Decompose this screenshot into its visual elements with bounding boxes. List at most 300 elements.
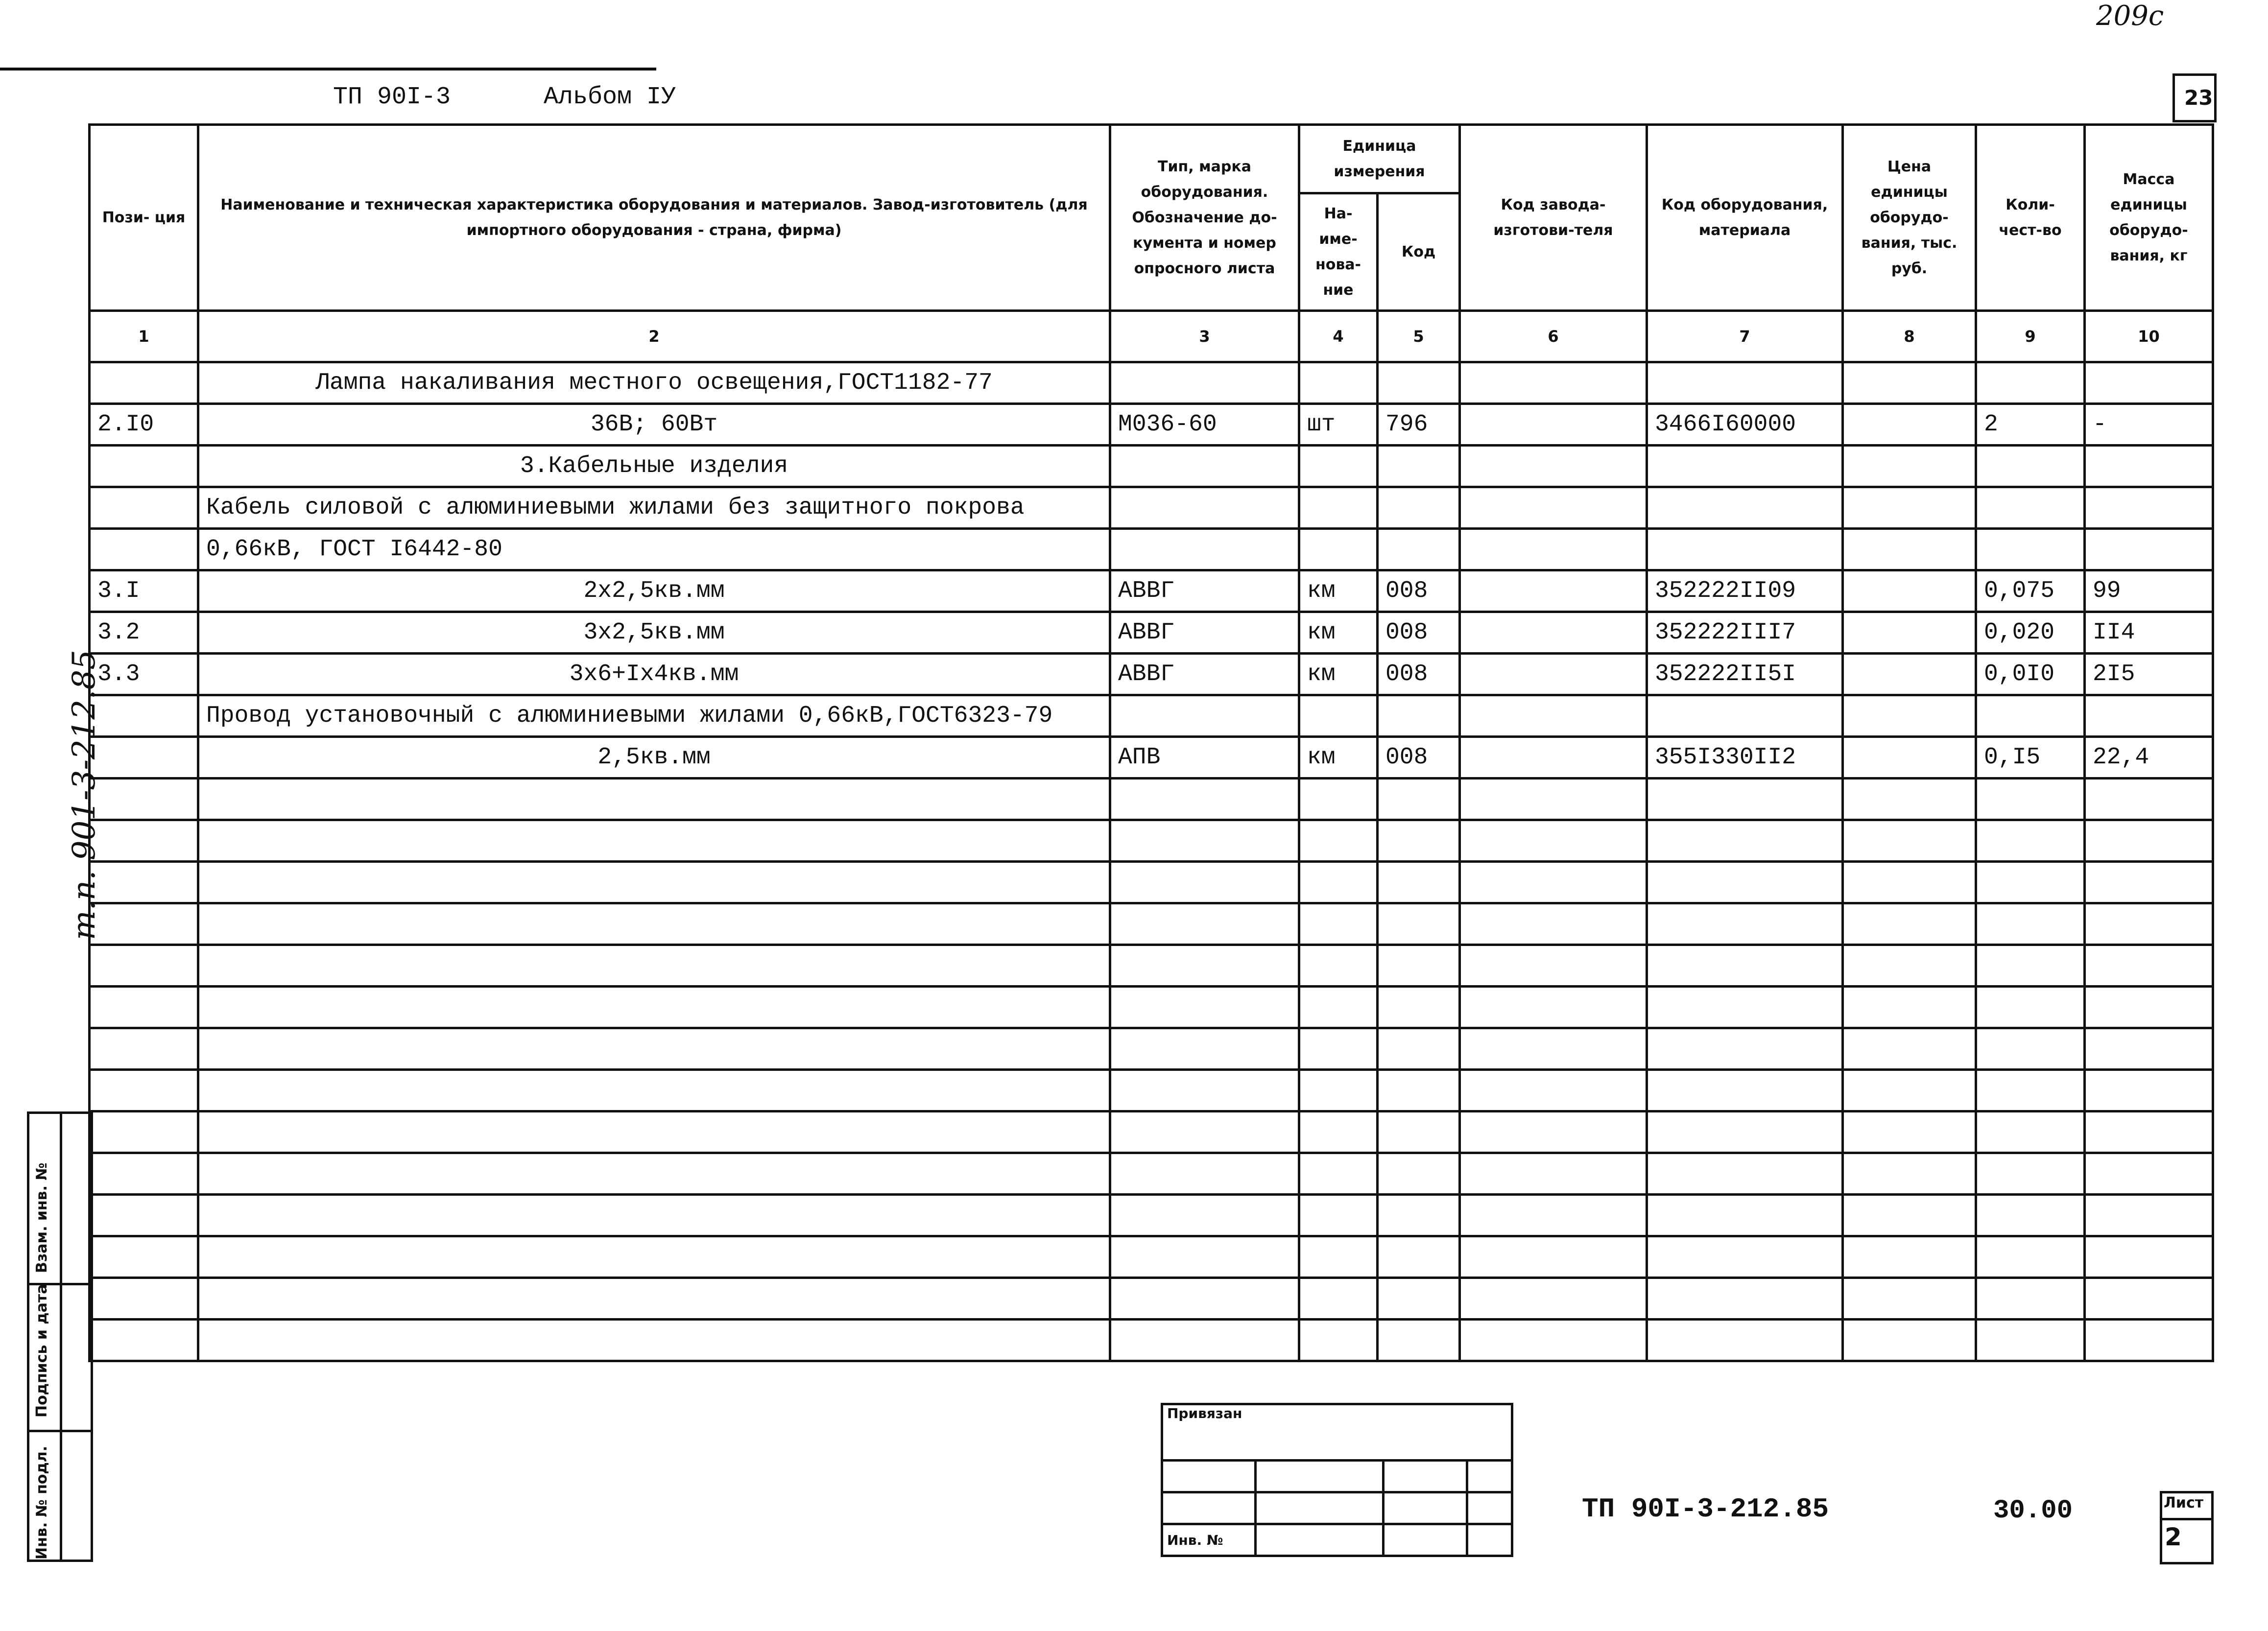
empty-cell <box>198 987 1110 1028</box>
row-name: Лампа накаливания местного освещения,ГОСТ1182-77 <box>198 362 1110 404</box>
empty-cell <box>1843 1236 1976 1278</box>
row-plant-code <box>1460 612 1647 654</box>
row-unit <box>1299 529 1378 570</box>
empty-cell <box>1110 1320 1299 1361</box>
row-position <box>90 529 198 570</box>
col-head-qty: Коли-чест-во <box>1976 125 2085 311</box>
empty-cell <box>2085 945 2213 987</box>
empty-cell <box>1976 1195 2085 1236</box>
row-position: 3.2 <box>90 612 198 654</box>
row-plant-code <box>1460 487 1647 529</box>
empty-cell <box>1460 779 1647 820</box>
row-quantity <box>1976 446 2085 487</box>
empty-cell <box>2085 1111 2213 1153</box>
row-position <box>90 695 198 737</box>
empty-cell <box>1378 820 1460 862</box>
empty-cell <box>1299 1111 1378 1153</box>
empty-cell <box>1299 1320 1378 1361</box>
empty-cell <box>1378 1320 1460 1361</box>
row-quantity: 2 <box>1976 404 2085 446</box>
col-head-plant: Код завода-изготови-теля <box>1460 125 1647 311</box>
empty-cell <box>1976 945 2085 987</box>
empty-cell <box>1647 987 1843 1028</box>
empty-cell <box>90 1236 198 1278</box>
row-plant-code <box>1460 737 1647 779</box>
row-type <box>1110 529 1299 570</box>
table-row <box>90 737 2213 779</box>
empty-cell <box>1110 1111 1299 1153</box>
empty-cell <box>1110 945 1299 987</box>
empty-cell <box>90 1320 198 1361</box>
row-quantity: 0,I5 <box>1976 737 2085 779</box>
row-name: 3х6+Iх4кв.мм <box>198 654 1110 695</box>
row-mass: 99 <box>2085 570 2213 612</box>
empty-cell <box>2085 862 2213 903</box>
row-material-code <box>1647 487 1843 529</box>
empty-cell <box>1976 1111 2085 1153</box>
row-mass: 22,4 <box>2085 737 2213 779</box>
empty-cell <box>90 1195 198 1236</box>
row-unit-code <box>1378 487 1460 529</box>
empty-cell <box>1110 779 1299 820</box>
row-position: 3.I <box>90 570 198 612</box>
empty-cell <box>1378 862 1460 903</box>
empty-cell <box>2085 820 2213 862</box>
row-mass <box>2085 529 2213 570</box>
table-row-empty <box>90 1236 2213 1278</box>
row-price <box>1843 362 1976 404</box>
row-unit-code: 008 <box>1378 654 1460 695</box>
table-row <box>90 654 2213 695</box>
table-row-empty <box>90 987 2213 1028</box>
table-row-empty <box>90 1111 2213 1153</box>
table-row <box>90 695 2213 737</box>
side-label-vzam: Взам. инв. № <box>33 1162 50 1273</box>
row-position <box>90 737 198 779</box>
empty-cell <box>1647 862 1843 903</box>
col-num: 3 <box>1110 311 1299 362</box>
row-mass <box>2085 487 2213 529</box>
empty-cell <box>1378 1153 1460 1195</box>
row-mass: 2I5 <box>2085 654 2213 695</box>
row-type <box>1110 487 1299 529</box>
table-row-empty <box>90 779 2213 820</box>
empty-cell <box>198 1111 1110 1153</box>
row-position <box>90 362 198 404</box>
stamp-inv-no: Инв. № <box>1162 1524 1256 1556</box>
empty-cell <box>90 1153 198 1195</box>
row-unit: км <box>1299 612 1378 654</box>
row-plant-code <box>1460 404 1647 446</box>
empty-cell <box>2085 903 2213 945</box>
row-type: АВВГ <box>1110 612 1299 654</box>
empty-cell <box>198 1195 1110 1236</box>
row-plant-code <box>1460 529 1647 570</box>
table-row-empty <box>90 1028 2213 1070</box>
empty-cell <box>1843 945 1976 987</box>
empty-cell <box>1460 1153 1647 1195</box>
table-row <box>90 362 2213 404</box>
col-num: 5 <box>1378 311 1460 362</box>
row-unit-code: 008 <box>1378 570 1460 612</box>
empty-cell <box>1460 1195 1647 1236</box>
empty-cell <box>1843 987 1976 1028</box>
empty-cell <box>1299 1153 1378 1195</box>
empty-cell <box>2085 779 2213 820</box>
stamp-list-divider <box>2160 1518 2214 1520</box>
empty-cell <box>90 987 198 1028</box>
empty-cell <box>1843 1195 1976 1236</box>
row-type <box>1110 695 1299 737</box>
empty-cell <box>1976 820 2085 862</box>
empty-cell <box>198 1070 1110 1111</box>
row-plant-code <box>1460 446 1647 487</box>
empty-cell <box>198 1320 1110 1361</box>
empty-cell <box>1843 820 1976 862</box>
empty-cell <box>198 903 1110 945</box>
empty-cell <box>1110 987 1299 1028</box>
col-num: 7 <box>1647 311 1843 362</box>
table-row-empty <box>90 1070 2213 1111</box>
empty-cell <box>198 1028 1110 1070</box>
empty-cell <box>1647 1111 1843 1153</box>
empty-cell <box>1976 1028 2085 1070</box>
empty-cell <box>198 779 1110 820</box>
row-quantity <box>1976 695 2085 737</box>
row-price <box>1843 570 1976 612</box>
side-strip-divider <box>60 1111 62 1562</box>
header-doc: ТП 90I-3 <box>333 83 451 111</box>
empty-cell <box>1378 903 1460 945</box>
row-name: 2,5кв.мм <box>198 737 1110 779</box>
empty-cell <box>1110 820 1299 862</box>
row-plant-code <box>1460 654 1647 695</box>
empty-cell <box>1647 1278 1843 1320</box>
col-head-unit-name: На-име-нова-ние <box>1299 193 1378 311</box>
empty-cell <box>1843 903 1976 945</box>
spec-table <box>88 123 2214 1362</box>
empty-cell <box>1378 1195 1460 1236</box>
col-num: 2 <box>198 311 1110 362</box>
row-mass: II4 <box>2085 612 2213 654</box>
empty-cell <box>198 945 1110 987</box>
row-name: 3х2,5кв.мм <box>198 612 1110 654</box>
row-price <box>1843 446 1976 487</box>
row-material-code: 3466I60000 <box>1647 404 1843 446</box>
empty-cell <box>1110 1278 1299 1320</box>
row-position: 2.I0 <box>90 404 198 446</box>
empty-cell <box>1460 903 1647 945</box>
empty-cell <box>90 945 198 987</box>
empty-cell <box>1110 862 1299 903</box>
col-num: 8 <box>1843 311 1976 362</box>
row-unit: км <box>1299 654 1378 695</box>
empty-cell <box>1976 862 2085 903</box>
row-type <box>1110 446 1299 487</box>
row-unit <box>1299 362 1378 404</box>
empty-cell <box>1460 1236 1647 1278</box>
row-material-code <box>1647 695 1843 737</box>
table-row-empty <box>90 1278 2213 1320</box>
empty-cell <box>1110 1236 1299 1278</box>
row-name: 36В; 60Вт <box>198 404 1110 446</box>
table-row-empty <box>90 1153 2213 1195</box>
empty-cell <box>1299 820 1378 862</box>
row-quantity: 0,0I0 <box>1976 654 2085 695</box>
stamp-list-number: 2 <box>2165 1523 2182 1551</box>
empty-cell <box>2085 1070 2213 1111</box>
empty-cell <box>198 862 1110 903</box>
empty-cell <box>1976 779 2085 820</box>
stamp-doc-code: ТП 90I-3-212.85 <box>1582 1493 1829 1525</box>
empty-cell <box>1647 945 1843 987</box>
empty-cell <box>1299 1236 1378 1278</box>
row-quantity <box>1976 529 2085 570</box>
row-price <box>1843 654 1976 695</box>
row-unit-code: 008 <box>1378 737 1460 779</box>
stamp-table <box>1161 1403 1513 1557</box>
empty-cell <box>2085 1195 2213 1236</box>
empty-cell <box>1378 1111 1460 1153</box>
row-mass <box>2085 446 2213 487</box>
row-material-code <box>1647 529 1843 570</box>
stamp-privyazan: Привязан <box>1162 1404 1512 1461</box>
col-num: 10 <box>2085 311 2213 362</box>
col-head-mass: Масса единицы оборудо-вания, кг <box>2085 125 2213 311</box>
empty-cell <box>1299 1028 1378 1070</box>
empty-cell <box>2085 1028 2213 1070</box>
empty-cell <box>1110 1195 1299 1236</box>
row-unit-code <box>1378 529 1460 570</box>
row-price <box>1843 529 1976 570</box>
empty-cell <box>1647 903 1843 945</box>
empty-cell <box>1460 820 1647 862</box>
row-mass <box>2085 695 2213 737</box>
row-position <box>90 487 198 529</box>
empty-cell <box>2085 1236 2213 1278</box>
row-unit <box>1299 446 1378 487</box>
row-name: Провод установочный с алюминиевыми жилами 0,66кВ,ГОСТ6323-79 <box>198 695 1110 737</box>
empty-cell <box>1378 779 1460 820</box>
empty-cell <box>198 1278 1110 1320</box>
empty-cell <box>1378 945 1460 987</box>
row-material-code: 355I330II2 <box>1647 737 1843 779</box>
empty-cell <box>1460 1070 1647 1111</box>
empty-cell <box>1378 1028 1460 1070</box>
empty-cell <box>1843 1278 1976 1320</box>
empty-cell <box>1299 987 1378 1028</box>
row-type: М036-60 <box>1110 404 1299 446</box>
empty-cell <box>1976 1236 2085 1278</box>
empty-cell <box>1976 1070 2085 1111</box>
col-head-material: Код оборудования, материала <box>1647 125 1843 311</box>
empty-cell <box>1460 1028 1647 1070</box>
empty-cell <box>90 779 198 820</box>
row-mass <box>2085 362 2213 404</box>
table-row <box>90 570 2213 612</box>
row-material-code: 352222III7 <box>1647 612 1843 654</box>
handwritten-side-note: т.п. 901-3-212.85 <box>66 650 102 940</box>
col-num: 6 <box>1460 311 1647 362</box>
row-unit: шт <box>1299 404 1378 446</box>
empty-cell <box>1647 820 1843 862</box>
header-album: Альбом IУ <box>544 83 676 111</box>
col-num: 9 <box>1976 311 2085 362</box>
row-quantity <box>1976 487 2085 529</box>
row-plant-code <box>1460 695 1647 737</box>
col-head-unit-code: Код <box>1378 193 1460 311</box>
empty-cell <box>1378 1278 1460 1320</box>
col-num: 1 <box>90 311 198 362</box>
stamp-series: 30.00 <box>1993 1496 2073 1526</box>
table-row <box>90 446 2213 487</box>
row-mass: - <box>2085 404 2213 446</box>
empty-cell <box>1378 987 1460 1028</box>
row-unit: км <box>1299 570 1378 612</box>
empty-cell <box>1843 1028 1976 1070</box>
side-label-inv-podl: Инв. № подл. <box>33 1445 50 1560</box>
table-row-empty <box>90 820 2213 862</box>
col-head-price: Цена единицы оборудо-вания, тыс. руб. <box>1843 125 1976 311</box>
empty-cell <box>198 1153 1110 1195</box>
empty-cell <box>1460 945 1647 987</box>
empty-cell <box>1843 1153 1976 1195</box>
row-type: АВВГ <box>1110 570 1299 612</box>
empty-cell <box>1647 1028 1843 1070</box>
empty-cell <box>1460 1111 1647 1153</box>
row-unit <box>1299 487 1378 529</box>
empty-cell <box>1976 1278 2085 1320</box>
empty-cell <box>1378 1070 1460 1111</box>
empty-cell <box>1299 945 1378 987</box>
empty-cell <box>1647 1153 1843 1195</box>
empty-cell <box>2085 1278 2213 1320</box>
table-row-empty <box>90 1320 2213 1361</box>
row-price <box>1843 612 1976 654</box>
empty-cell <box>1460 862 1647 903</box>
row-quantity <box>1976 362 2085 404</box>
row-quantity: 0,075 <box>1976 570 2085 612</box>
row-plant-code <box>1460 570 1647 612</box>
table-row-empty <box>90 862 2213 903</box>
table-row-empty <box>90 903 2213 945</box>
empty-cell <box>1647 1195 1843 1236</box>
row-unit-code <box>1378 695 1460 737</box>
table-row <box>90 529 2213 570</box>
stamp-list-label: Лист <box>2164 1494 2204 1512</box>
row-position: 3.3 <box>90 654 198 695</box>
empty-cell <box>90 1070 198 1111</box>
empty-cell <box>1843 1070 1976 1111</box>
empty-cell <box>1299 862 1378 903</box>
empty-cell <box>1843 779 1976 820</box>
empty-cell <box>90 862 198 903</box>
col-head-name: Наименование и техническая характеристика оборудования и материалов. Завод-изготовитель (для импортного оборудования - страна, фирма) <box>198 125 1110 311</box>
row-name: 0,66кВ, ГОСТ I6442-80 <box>198 529 1110 570</box>
side-label-podpis: Подпись и дата <box>33 1284 50 1418</box>
row-price <box>1843 487 1976 529</box>
empty-cell <box>1976 987 2085 1028</box>
col-num: 4 <box>1299 311 1378 362</box>
empty-cell <box>90 820 198 862</box>
row-price <box>1843 695 1976 737</box>
empty-cell <box>1110 1153 1299 1195</box>
corner-note: 209с <box>2096 0 2164 32</box>
empty-cell <box>1843 862 1976 903</box>
row-material-code: 352222II09 <box>1647 570 1843 612</box>
row-price <box>1843 737 1976 779</box>
col-head-pos: Пози- ция <box>90 125 198 311</box>
empty-cell <box>90 903 198 945</box>
table-row <box>90 404 2213 446</box>
empty-cell <box>1110 1028 1299 1070</box>
empty-cell <box>1843 1320 1976 1361</box>
sheet-top-number: 23 <box>2184 86 2213 110</box>
empty-cell <box>90 1278 198 1320</box>
top-rule <box>0 68 656 71</box>
row-material-code: 352222II5I <box>1647 654 1843 695</box>
empty-cell <box>1299 1070 1378 1111</box>
empty-cell <box>1299 1278 1378 1320</box>
empty-cell <box>2085 987 2213 1028</box>
col-head-unit-group: Единица измерения <box>1299 125 1460 193</box>
table-row-empty <box>90 1195 2213 1236</box>
empty-cell <box>1460 1320 1647 1361</box>
empty-cell <box>90 1028 198 1070</box>
row-unit <box>1299 695 1378 737</box>
empty-cell <box>1647 1070 1843 1111</box>
empty-cell <box>2085 1320 2213 1361</box>
row-unit-code <box>1378 362 1460 404</box>
row-material-code <box>1647 446 1843 487</box>
row-type: АВВГ <box>1110 654 1299 695</box>
empty-cell <box>1647 1236 1843 1278</box>
empty-cell <box>1976 1153 2085 1195</box>
empty-cell <box>2085 1153 2213 1195</box>
empty-cell <box>1299 1195 1378 1236</box>
col-head-type: Тип, марка оборудования. Обозначение до-кумента и номер опросного листа <box>1110 125 1299 311</box>
empty-cell <box>1843 1111 1976 1153</box>
empty-cell <box>198 1236 1110 1278</box>
table-row-empty <box>90 945 2213 987</box>
row-unit-code: 796 <box>1378 404 1460 446</box>
empty-cell <box>1299 903 1378 945</box>
empty-cell <box>1460 987 1647 1028</box>
row-type <box>1110 362 1299 404</box>
empty-cell <box>1110 1070 1299 1111</box>
empty-cell <box>1976 1320 2085 1361</box>
row-position <box>90 446 198 487</box>
empty-cell <box>1110 903 1299 945</box>
row-unit-code <box>1378 446 1460 487</box>
empty-cell <box>1647 779 1843 820</box>
table-row <box>90 487 2213 529</box>
table-row <box>90 612 2213 654</box>
empty-cell <box>1647 1320 1843 1361</box>
empty-cell <box>1299 779 1378 820</box>
row-name: Кабель силовой с алюминиевыми жилами без защитного покрова <box>198 487 1110 529</box>
row-unit: км <box>1299 737 1378 779</box>
row-type: АПВ <box>1110 737 1299 779</box>
row-price <box>1843 404 1976 446</box>
empty-cell <box>90 1111 198 1153</box>
row-plant-code <box>1460 362 1647 404</box>
row-unit-code: 008 <box>1378 612 1460 654</box>
row-material-code <box>1647 362 1843 404</box>
row-quantity: 0,020 <box>1976 612 2085 654</box>
empty-cell <box>1378 1236 1460 1278</box>
row-name: 2х2,5кв.мм <box>198 570 1110 612</box>
